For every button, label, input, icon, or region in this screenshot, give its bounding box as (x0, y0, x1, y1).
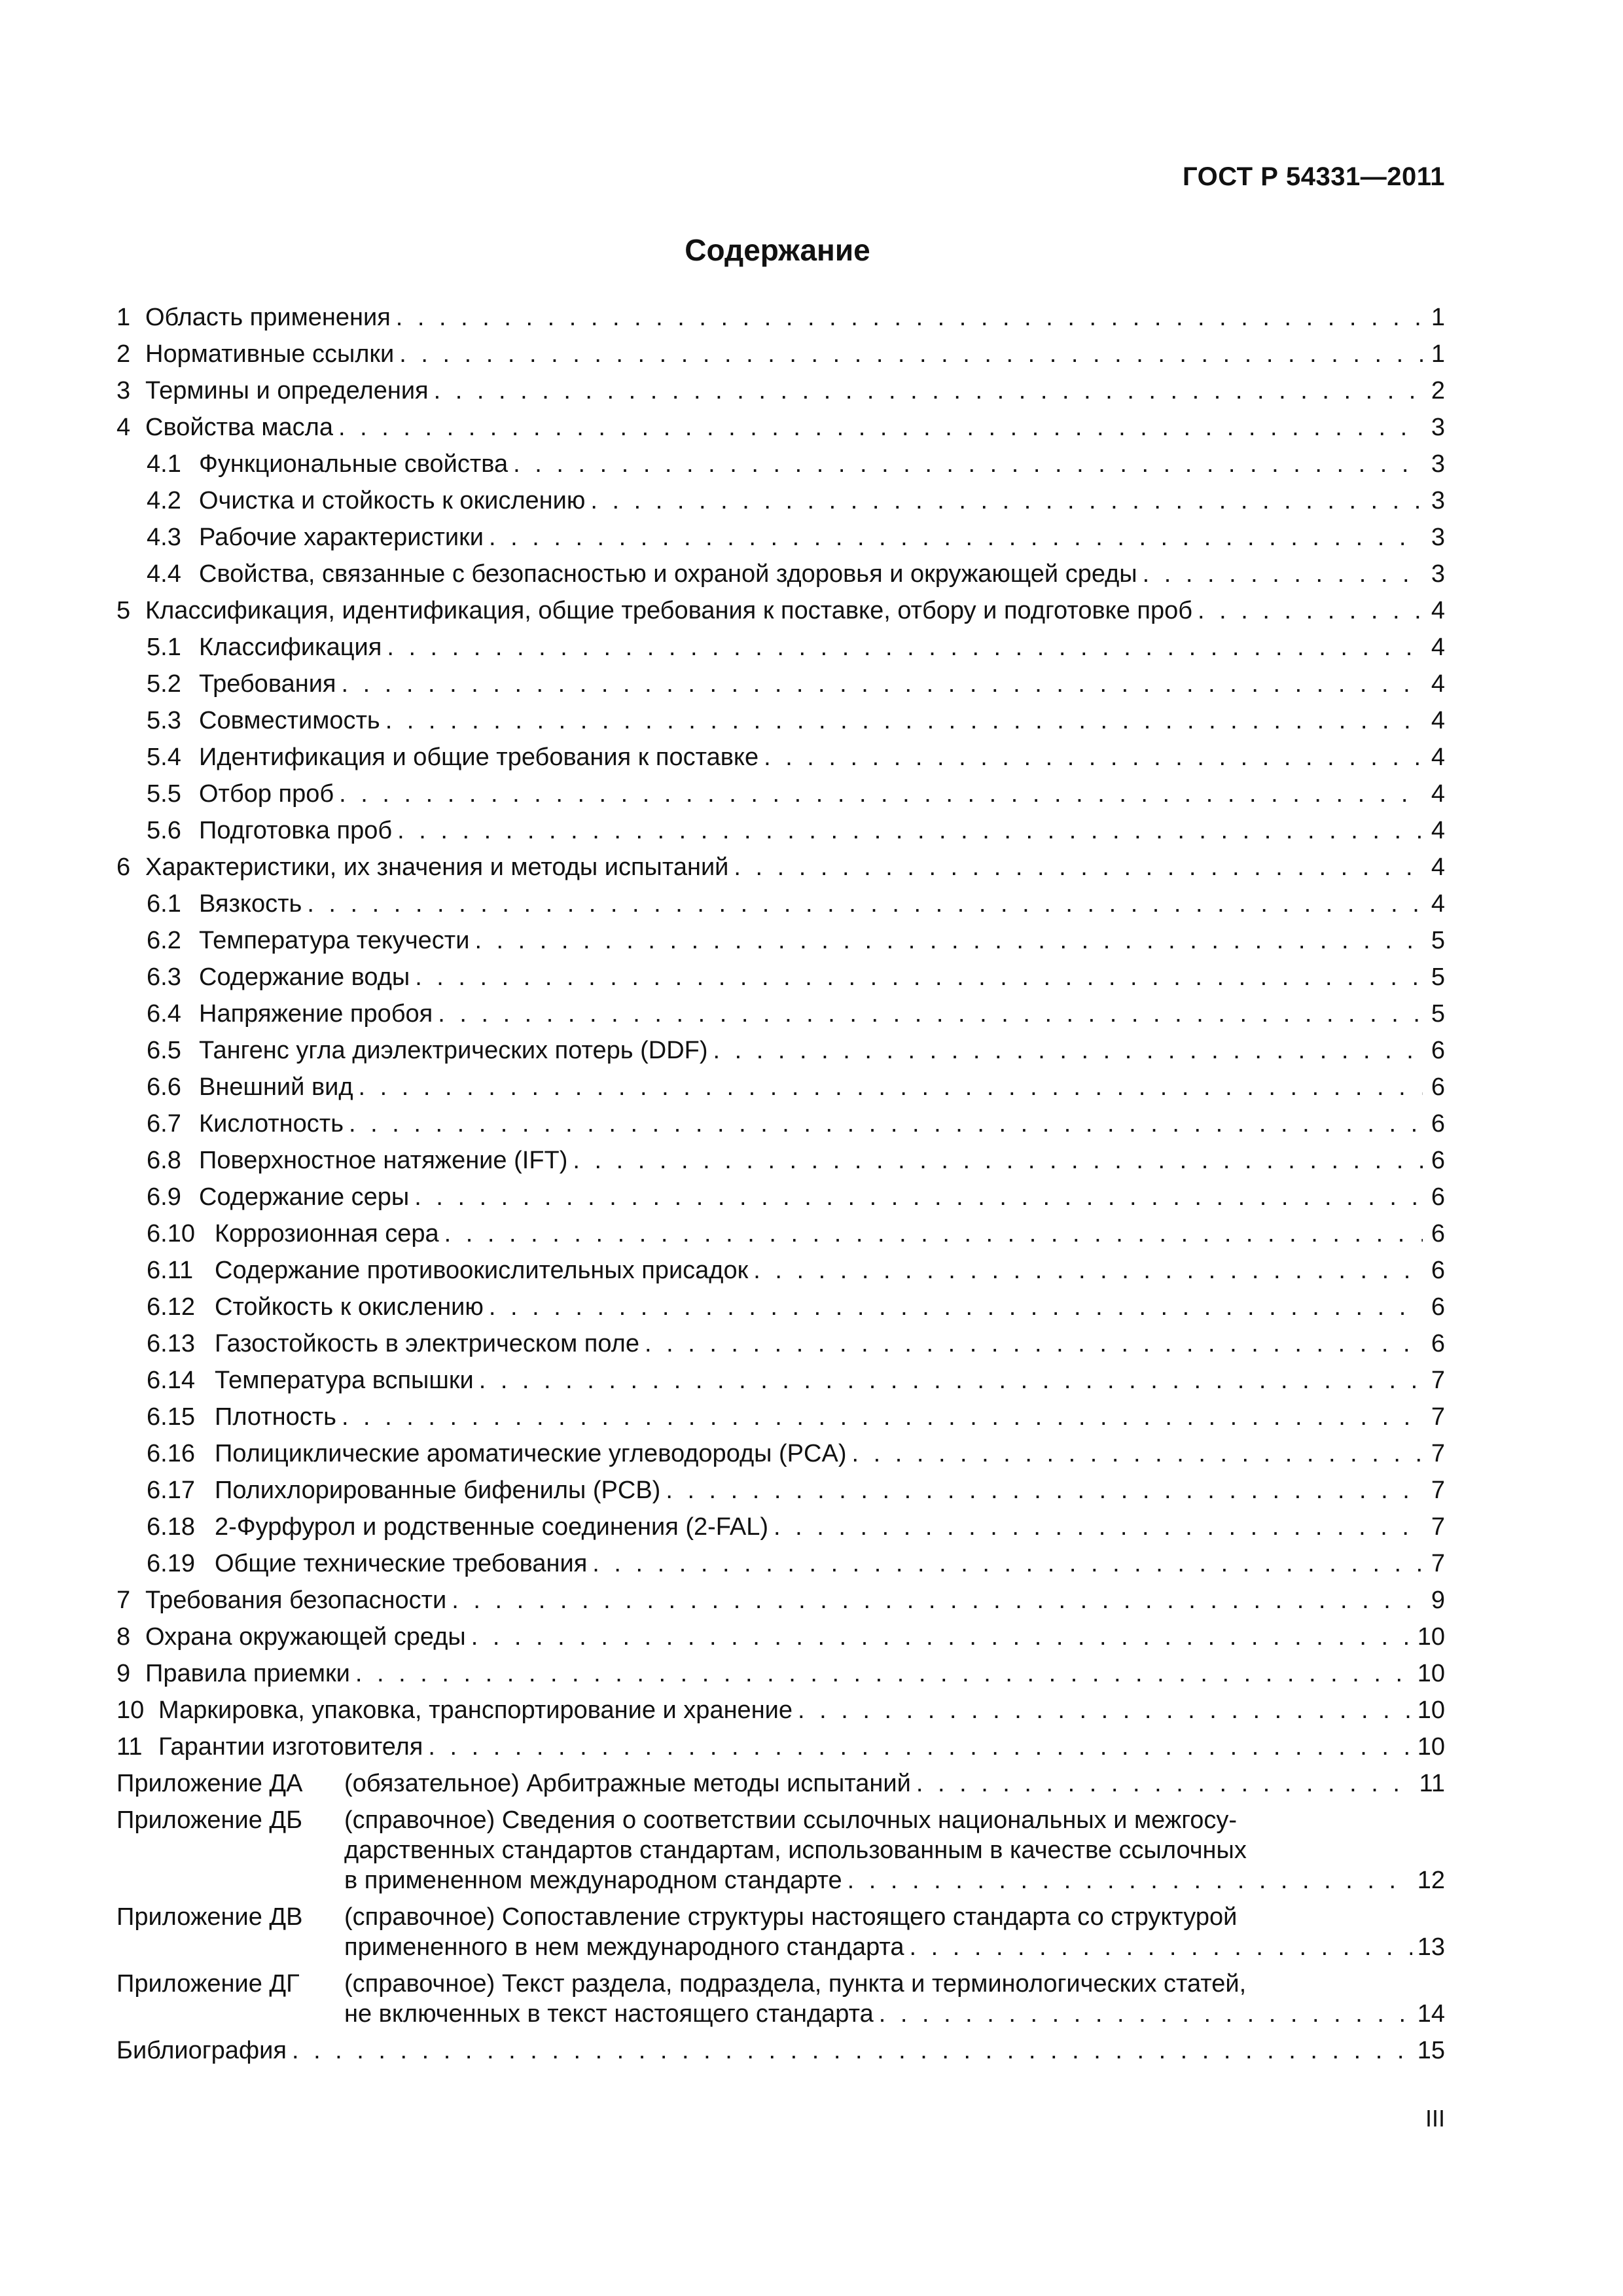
appendix-label: Приложение ДВ (116, 1903, 303, 1931)
dot-leader (399, 340, 1423, 368)
toc-entry-number: 9 (116, 1660, 131, 1687)
appendix-entry[interactable] (116, 1770, 1445, 1806)
toc-entry-title: Напряжение пробоя (199, 1000, 433, 1028)
toc-entry-title: Газостойкость в электрическом поле (215, 1330, 639, 1357)
toc-entry[interactable] (116, 597, 1445, 634)
toc-entry-page: 6 (1431, 1220, 1445, 1247)
toc-entry[interactable] (116, 634, 1445, 670)
document-id: ГОСТ Р 54331—2011 (1183, 162, 1445, 191)
toc-entry-number: 6 (116, 853, 131, 881)
toc-entry[interactable] (116, 1660, 1445, 1696)
dot-leader (573, 1147, 1423, 1175)
toc-entry[interactable] (116, 1440, 1445, 1477)
toc-entry-title: Классификация, идентификация, общие требования к поставке, отбору и подготовке проб (145, 597, 1192, 624)
dot-leader (396, 304, 1423, 332)
toc-entry-number: 6.5 (147, 1037, 181, 1064)
toc-entry[interactable] (116, 1733, 1445, 1770)
toc-entry[interactable] (116, 1513, 1445, 1550)
dot-leader (338, 414, 1423, 442)
toc-entry-page: 5 (1431, 1000, 1445, 1028)
toc-entry-title: 2-Фурфурол и родственные соединения (2-FAL) (215, 1513, 769, 1541)
appendix-title-line: (справочное) Текст раздела, подраздела, пункта и терминологических статей, (344, 1970, 1247, 1998)
toc-entry-page: 4 (1431, 597, 1445, 624)
toc-entry[interactable] (116, 304, 1445, 340)
toc-entry-number: 4.1 (147, 450, 181, 478)
toc-entry-number: 6.15 (147, 1403, 195, 1431)
toc-entry[interactable] (116, 1330, 1445, 1367)
toc-entry-number: 6.1 (147, 890, 181, 918)
dot-leader (847, 1867, 1412, 1895)
toc-entry-page: 10 (1417, 1660, 1445, 1687)
toc-entry[interactable] (116, 1037, 1445, 1073)
dot-leader (415, 963, 1423, 992)
toc-entry-number: 6.7 (147, 1110, 181, 1138)
toc-entry-page: 4 (1431, 744, 1445, 771)
dot-leader (713, 1037, 1423, 1065)
dot-leader (438, 1000, 1423, 1028)
dot-leader (359, 1073, 1423, 1102)
toc-entry-title: Внешний вид (199, 1073, 353, 1101)
dot-leader (879, 2000, 1412, 2028)
bibliography-entry[interactable] (116, 2037, 1445, 2073)
toc-entry-number: 3 (116, 377, 131, 404)
toc-entry-page: 4 (1431, 707, 1445, 734)
appendix-entry[interactable] (116, 1837, 1445, 1867)
toc-entry-title: Полициклические ароматические углеводороды (PCA) (215, 1440, 847, 1467)
toc-entry-number: 6.4 (147, 1000, 181, 1028)
toc-entry[interactable] (116, 707, 1445, 744)
dot-leader (1198, 597, 1423, 625)
toc-entry-page: 1 (1431, 304, 1445, 331)
dot-leader (339, 780, 1423, 808)
toc-entry-number: 2 (116, 340, 131, 368)
toc-entry-number: 4.4 (147, 560, 181, 588)
toc-entry[interactable] (116, 1257, 1445, 1293)
toc-entry-page: 3 (1431, 524, 1445, 551)
toc-entry[interactable] (116, 1477, 1445, 1513)
toc-entry-number: 8 (116, 1623, 131, 1651)
dot-leader (385, 707, 1423, 735)
dot-leader (645, 1330, 1423, 1358)
toc-entry-page: 5 (1431, 963, 1445, 991)
toc-entry[interactable] (116, 377, 1445, 414)
toc-entry-title: Поверхностное натяжение (IFT) (199, 1147, 568, 1174)
dot-leader (387, 634, 1423, 662)
appendix-page: 13 (1417, 1933, 1445, 1961)
toc-entry-title: Вязкость (199, 890, 302, 918)
dot-leader (414, 1183, 1423, 1211)
appendix-entry[interactable] (116, 1933, 1445, 1970)
toc-entry-title: Термины и определения (145, 377, 429, 404)
toc-entry-page: 6 (1431, 1073, 1445, 1101)
toc-entry-number: 4.2 (147, 487, 181, 514)
dot-leader (774, 1513, 1423, 1541)
toc-entry-page: 10 (1417, 1623, 1445, 1651)
toc-entry-title: Охрана окружающей среды (145, 1623, 466, 1651)
toc-entry-number: 6.3 (147, 963, 181, 991)
toc-entry-title: Свойства, связанные с безопасностью и охраной здоровья и окружающей среды (199, 560, 1137, 588)
toc-entry-page: 6 (1431, 1147, 1445, 1174)
dot-leader (590, 487, 1423, 515)
dot-leader (307, 890, 1423, 918)
dot-leader (592, 1550, 1423, 1578)
toc-entry-title: Стойкость к окислению (215, 1293, 484, 1321)
appendix-label: Приложение ДГ (116, 1970, 300, 1998)
toc-entry-page: 7 (1431, 1440, 1445, 1467)
toc-entry-page: 4 (1431, 780, 1445, 808)
toc-entry[interactable] (116, 780, 1445, 817)
toc-entry-page: 10 (1417, 1733, 1445, 1761)
toc-entry[interactable] (116, 927, 1445, 963)
dot-leader (753, 1257, 1423, 1285)
toc-entry[interactable] (116, 1367, 1445, 1403)
toc-entry-page: 10 (1417, 1696, 1445, 1724)
toc-entry-number: 6.17 (147, 1477, 195, 1504)
toc-entry-title: Совместимость (199, 707, 380, 734)
toc-entry[interactable] (116, 1403, 1445, 1440)
toc-entry-number: 5 (116, 597, 131, 624)
page-number: III (1425, 2105, 1445, 2132)
toc-entry-number: 10 (116, 1696, 145, 1724)
toc-entry-page: 4 (1431, 890, 1445, 918)
toc-entry-page: 3 (1431, 414, 1445, 441)
dot-leader (349, 1110, 1423, 1138)
toc-entry-page: 2 (1431, 377, 1445, 404)
toc-entry-title: Требования безопасности (145, 1587, 447, 1614)
toc-entry-number: 6.2 (147, 927, 181, 954)
toc-entry-title: Идентификация и общие требования к поставке (199, 744, 759, 771)
toc-entry-number: 6.8 (147, 1147, 181, 1174)
toc-entry-number: 6.12 (147, 1293, 195, 1321)
toc-entry-page: 4 (1431, 670, 1445, 698)
toc-entry-title: Правила приемки (145, 1660, 350, 1687)
toc-entry-number: 6.16 (147, 1440, 195, 1467)
toc-entry-number: 4.3 (147, 524, 181, 551)
dot-leader (428, 1733, 1412, 1761)
dot-leader (798, 1696, 1412, 1725)
toc-entry-page: 6 (1431, 1293, 1445, 1321)
toc-entry[interactable] (116, 450, 1445, 487)
toc-entry-page: 6 (1431, 1330, 1445, 1357)
appendix-title-line: не включенных в текст настоящего стандарта (344, 2000, 874, 2028)
toc-entry-title: Нормативные ссылки (145, 340, 395, 368)
dot-leader (434, 377, 1423, 405)
toc-entry-title: Отбор проб (199, 780, 334, 808)
toc-entry[interactable] (116, 1073, 1445, 1110)
toc-entry-page: 4 (1431, 817, 1445, 844)
bibliography-title: Библиография (116, 2037, 287, 2064)
toc-entry[interactable] (116, 560, 1445, 597)
appendix-title-line: примененного в нем международного стандарта (344, 1933, 904, 1961)
toc-entry-number: 5.5 (147, 780, 181, 808)
toc-entry-page: 7 (1431, 1477, 1445, 1504)
dot-leader (851, 1440, 1423, 1468)
dot-leader (355, 1660, 1412, 1688)
dot-leader (471, 1623, 1412, 1651)
toc-entry[interactable] (116, 744, 1445, 780)
appendix-title-line: в примененном международном стандарте (344, 1867, 842, 1894)
toc-entry[interactable] (116, 1147, 1445, 1183)
appendix-entry[interactable] (116, 1970, 1445, 2000)
dot-leader (513, 450, 1423, 478)
toc-entry-page: 6 (1431, 1110, 1445, 1138)
dot-leader (444, 1220, 1423, 1248)
toc-entry[interactable] (116, 414, 1445, 450)
toc-entry-number: 5.2 (147, 670, 181, 698)
toc-entry-number: 6.13 (147, 1330, 195, 1357)
dot-leader (479, 1367, 1423, 1395)
toc-entry[interactable] (116, 1110, 1445, 1147)
toc-entry-title: Тангенс угла диэлектрических потерь (DDF) (199, 1037, 708, 1064)
toc-entry-number: 6.9 (147, 1183, 181, 1211)
appendix-title-line: (обязательное) Арбитражные методы испытаний (344, 1770, 911, 1797)
toc-entry-number: 5.1 (147, 634, 181, 661)
toc-entry-page: 6 (1431, 1257, 1445, 1284)
dot-leader (764, 744, 1423, 772)
dot-leader (489, 524, 1423, 552)
dot-leader (916, 1770, 1414, 1798)
bibliography-page: 15 (1417, 2037, 1445, 2064)
dot-leader (474, 927, 1423, 955)
toc-entry-title: Маркировка, упаковка, транспортирование и хранение (158, 1696, 793, 1724)
toc-entry[interactable] (116, 1183, 1445, 1220)
dot-leader (342, 670, 1423, 698)
toc-entry[interactable] (116, 963, 1445, 1000)
toc-entry-number: 6.10 (147, 1220, 195, 1247)
toc-entry-title: Содержание противоокислительных присадок (215, 1257, 749, 1284)
dot-leader (342, 1403, 1423, 1431)
toc-entry-title: Полихлорированные бифенилы (PCB) (215, 1477, 661, 1504)
toc-entry-title: Содержание серы (199, 1183, 410, 1211)
toc-entry-title: Температура вспышки (215, 1367, 474, 1394)
toc-entry-page: 6 (1431, 1183, 1445, 1211)
appendix-page: 12 (1417, 1867, 1445, 1894)
toc-entry[interactable] (116, 1587, 1445, 1623)
toc-entry-page: 4 (1431, 634, 1445, 661)
toc-entry-number: 5.3 (147, 707, 181, 734)
toc-entry-page: 1 (1431, 340, 1445, 368)
appendix-entry[interactable] (116, 1867, 1445, 1903)
dot-leader (666, 1477, 1423, 1505)
toc-entry-page: 6 (1431, 1037, 1445, 1064)
toc-entry-title: Область применения (145, 304, 391, 331)
toc-entry-title: Температура текучести (199, 927, 470, 954)
toc-entry-number: 7 (116, 1587, 131, 1614)
toc-entry[interactable] (116, 487, 1445, 524)
toc-entry-number: 6.18 (147, 1513, 195, 1541)
toc-entry[interactable] (116, 670, 1445, 707)
toc-entry-number: 6.6 (147, 1073, 181, 1101)
toc-entry[interactable] (116, 1550, 1445, 1587)
appendix-entry[interactable] (116, 2000, 1445, 2037)
toc-entry-title: Гарантии изготовителя (158, 1733, 423, 1761)
toc-entry-title: Свойства масла (145, 414, 333, 441)
appendix-entry[interactable] (116, 1806, 1445, 1837)
toc-entry-number: 5.4 (147, 744, 181, 771)
toc-entry-title: Очистка и стойкость к окислению (199, 487, 586, 514)
toc-entry-page: 3 (1431, 450, 1445, 478)
dot-leader (397, 817, 1423, 845)
toc-entry-page: 7 (1431, 1367, 1445, 1394)
appendix-title-line: дарственных стандартов стандартам, использованным в качестве ссылочных (344, 1837, 1247, 1864)
toc-entry[interactable] (116, 817, 1445, 853)
dot-leader (909, 1933, 1412, 1962)
toc-entry-title: Плотность (215, 1403, 336, 1431)
toc-entry[interactable] (116, 1696, 1445, 1733)
toc-entry-page: 4 (1431, 853, 1445, 881)
appendix-entry[interactable] (116, 1903, 1445, 1933)
toc-entry-title: Классификация (199, 634, 382, 661)
appendix-label: Приложение ДБ (116, 1806, 303, 1834)
toc-entry[interactable] (116, 890, 1445, 927)
toc-entry-page: 7 (1431, 1550, 1445, 1577)
toc-entry[interactable] (116, 1220, 1445, 1257)
toc-entry-page: 9 (1431, 1587, 1445, 1614)
appendix-page: 14 (1417, 2000, 1445, 2028)
toc-entry-page: 3 (1431, 487, 1445, 514)
toc-entry-number: 11 (116, 1733, 143, 1761)
toc-entry-title: Общие технические требования (215, 1550, 588, 1577)
toc-entry-title: Функциональные свойства (199, 450, 508, 478)
toc-entry[interactable] (116, 1293, 1445, 1330)
toc-entry-title: Содержание воды (199, 963, 410, 991)
toc-entry-title: Требования (199, 670, 336, 698)
toc-entry[interactable] (116, 1000, 1445, 1037)
toc-entry-page: 7 (1431, 1403, 1445, 1431)
appendix-page: 11 (1419, 1770, 1445, 1797)
toc-entry[interactable] (116, 1623, 1445, 1660)
toc-entry-number: 6.19 (147, 1550, 195, 1577)
toc-entry-title: Рабочие характеристики (199, 524, 484, 551)
toc-entry-title: Характеристики, их значения и методы испытаний (145, 853, 729, 881)
toc-entry-number: 6.14 (147, 1367, 195, 1394)
toc-entry-number: 6.11 (147, 1257, 194, 1284)
toc-entry[interactable] (116, 340, 1445, 377)
dot-leader (1143, 560, 1423, 588)
toc-entry-number: 1 (116, 304, 131, 331)
toc-entry-page: 7 (1431, 1513, 1445, 1541)
dot-leader (452, 1587, 1423, 1615)
appendix-label: Приложение ДА (116, 1770, 303, 1797)
appendix-title-line: (справочное) Сведения о соответствии ссылочных национальных и межгосу- (344, 1806, 1238, 1834)
toc-entry-title: Подготовка проб (199, 817, 393, 844)
toc-entry-title: Кислотность (199, 1110, 344, 1138)
toc-entry-page: 3 (1431, 560, 1445, 588)
appendix-title-line: (справочное) Сопоставление структуры настоящего стандарта со структурой (344, 1903, 1238, 1931)
toc-entry[interactable] (116, 853, 1445, 890)
toc-entry-page: 5 (1431, 927, 1445, 954)
toc-entry[interactable] (116, 524, 1445, 560)
dot-leader (489, 1293, 1423, 1321)
toc-entry-number: 4 (116, 414, 131, 441)
dot-leader (734, 853, 1423, 882)
page-title: Содержание (685, 233, 870, 267)
table-of-contents (116, 304, 1445, 2073)
dot-leader (292, 2037, 1412, 2065)
toc-entry-title: Коррозионная сера (215, 1220, 439, 1247)
toc-entry-number: 5.6 (147, 817, 181, 844)
